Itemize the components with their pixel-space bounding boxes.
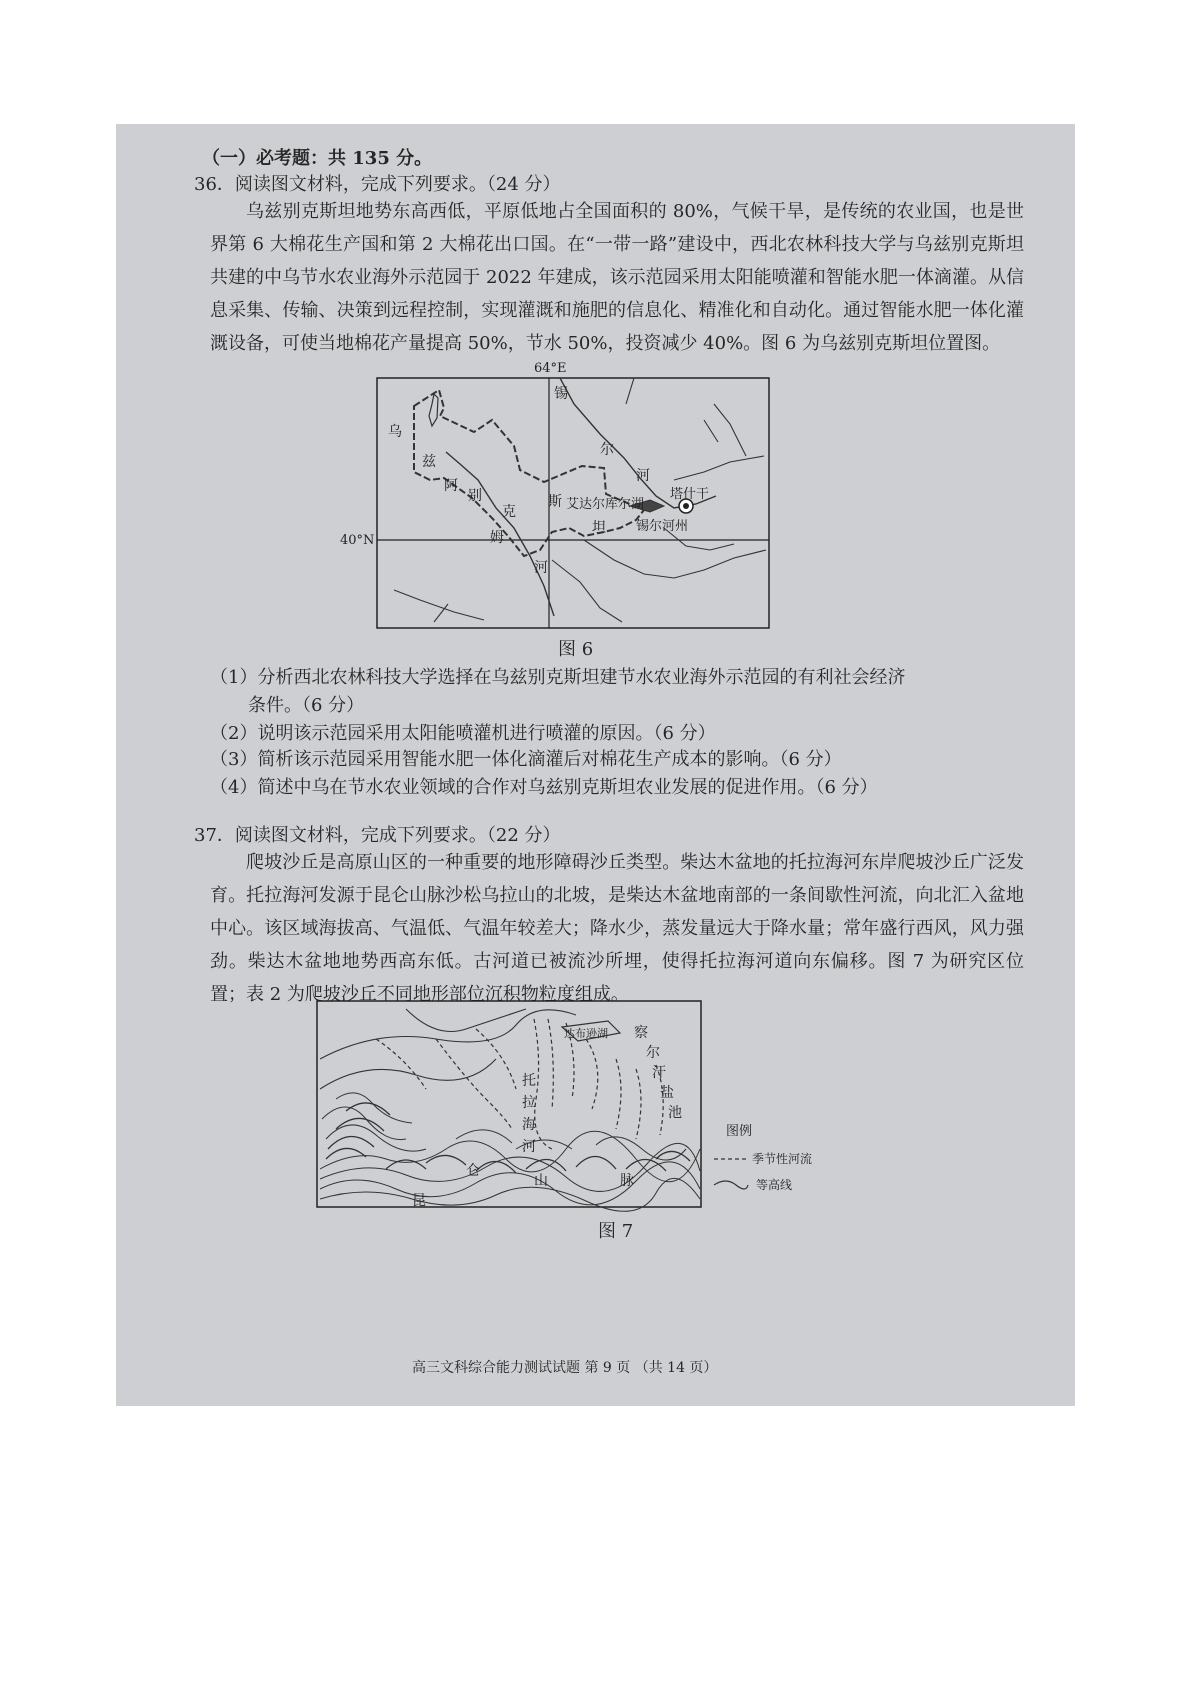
label-tuo: 托 — [522, 1073, 536, 1089]
latitude-label: 40°N — [340, 533, 375, 548]
section-heading: （一）必考题：共 135 分。 — [202, 148, 433, 169]
city-label: 塔什干 — [670, 487, 710, 502]
seasonal-rivers — [376, 1019, 663, 1149]
label-zi: 兹 — [422, 454, 436, 470]
label-amu-he: 河 — [534, 560, 548, 576]
label-chi: 池 — [668, 1105, 682, 1121]
label-a: 阿 — [444, 478, 458, 494]
label-lun: 仑 — [466, 1163, 480, 1179]
southern-rivers — [394, 528, 766, 622]
legend-seasonal-label: 季节性河流 — [752, 1152, 813, 1166]
label-yan: 盐 — [660, 1085, 674, 1101]
contour-dense — [326, 1103, 690, 1173]
question-36-1: （1）分析西北农林科技大学选择在乌兹别克斯坦建节水农业海外示范园的有利社会经济 — [210, 667, 906, 688]
label-bie: 别 — [468, 488, 482, 504]
lake-label: 艾达尔库尔湖 — [566, 497, 645, 512]
label-syr-he: 河 — [636, 468, 650, 484]
question-36-4: （4）简述中乌在节水农业领域的合作对乌兹别克斯坦农业发展的促进作用。（6 分） — [210, 777, 878, 798]
label-wu: 乌 — [388, 424, 402, 440]
label-hai: 海 — [522, 1117, 536, 1133]
figure-7-study-area-map — [316, 999, 866, 1229]
legend-contour-swatch — [714, 1181, 748, 1189]
label-er: 尔 — [646, 1045, 660, 1061]
small-lake-label: 达布逊湖 — [564, 1027, 608, 1040]
country-border — [414, 390, 644, 556]
tashkent-dot — [683, 503, 689, 509]
label-xi: 锡 — [554, 386, 568, 402]
label-ke: 克 — [502, 504, 516, 520]
question-36-title: 36．阅读图文材料，完成下列要求。（24 分） — [194, 174, 561, 195]
question-36-3: （3）简析该示范园采用智能水肥一体化滴灌后对棉花生产成本的影响。（6 分） — [210, 749, 842, 770]
label-cha: 察 — [634, 1025, 648, 1041]
question-36-2: （2）说明该示范园采用太阳能喷灌机进行喷灌的原因。（6 分） — [210, 723, 716, 744]
label-la: 拉 — [522, 1095, 536, 1111]
aral-sea — [429, 394, 438, 426]
label-er: 尔 — [600, 442, 614, 458]
legend-title: 图例 — [726, 1124, 753, 1139]
northern-rivers — [626, 378, 764, 480]
question-37-material: 爬坡沙丘是高原山区的一种重要的地形障碍沙丘类型。柴达木盆地的托拉海河东岸爬坡沙丘广泛发育。托拉海河发源于昆仑山脉沙松乌拉山的北坡，是柴达木盆地南部的一条间歇性河流，向北汇入盆地中心。该区域海拔高、气温低、气温年较差大；降水少，蒸发量远大于降水量；常年盛行西风，风力强劲。柴达木盆地地势西高东低。古河道已被流沙所埋，使得托拉海河道向东偏移。图 7 为研究区位置；表 2 为爬坡沙丘不同地形部位沉积物粒度组成。 — [210, 852, 1024, 1005]
longitude-label: 64°E — [534, 361, 567, 376]
contour-lines — [320, 1093, 700, 1211]
legend-contour-label: 等高线 — [756, 1178, 793, 1192]
province-label: 锡尔河州 — [636, 519, 689, 534]
label-si: 斯 — [548, 494, 562, 510]
label-he: 河 — [522, 1139, 536, 1155]
question-36-1-cont: 条件。（6 分） — [248, 695, 365, 716]
figure-6-uzbekistan-map — [340, 360, 844, 630]
page-footer: 高三文科综合能力测试试题 第 9 页 （共 14 页） — [412, 1360, 718, 1376]
figure-7-caption: 图 7 — [598, 1221, 634, 1242]
figure-6-caption: 图 6 — [558, 639, 594, 660]
label-shan: 山 — [534, 1173, 548, 1189]
label-mu: 姆 — [490, 530, 504, 546]
label-mai: 脉 — [620, 1173, 634, 1189]
label-kun: 昆 — [412, 1193, 426, 1209]
exam-page-scan — [116, 124, 1075, 1406]
question-36-material: 乌兹别克斯坦地势东高西低，平原低地占全国面积的 80%，气候干旱，是传统的农业国，也是世界第 6 大棉花生产国和第 2 大棉花出口国。在“一带一路”建设中，西北农林科技大学与乌兹别克斯坦共建的中乌节水农业海外示范园于 2022 年建成，该示范园采用太阳能喷灌和智能水肥一体滴灌。从信息采集、传输、决策到远程控制，实现灌溉和施肥的信息化、精准化和自动化。通过智能水肥一体化灌溉设备，可使当地棉花产量提高 50%，节水 50%，投资减少 40%。图 6 为乌兹别克斯坦位置图。 — [210, 201, 1024, 354]
label-tan: 坦 — [592, 520, 606, 536]
question-37-title: 37．阅读图文材料，完成下列要求。（22 分） — [194, 825, 561, 846]
label-han: 汗 — [652, 1065, 666, 1081]
